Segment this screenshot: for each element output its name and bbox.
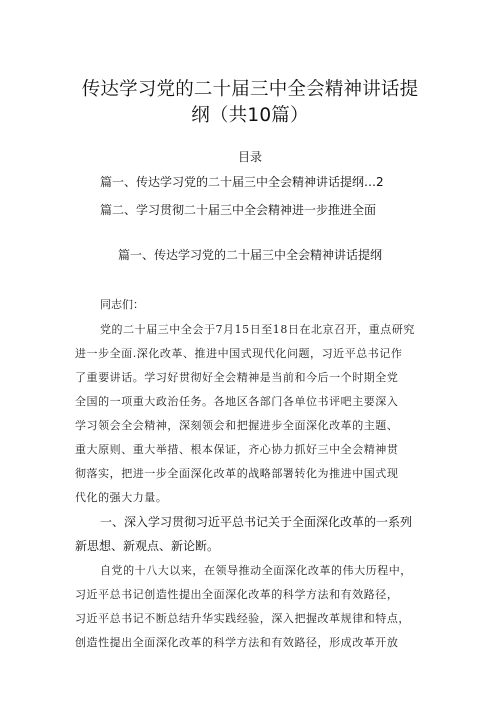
toc-item-label: 篇二、学习贯彻二十届三中全会精神进一步推进全面 bbox=[100, 203, 377, 217]
paragraph-line: 彻落实，把进一步全面深化改革的战略部署转化为推进中国式现 bbox=[75, 467, 399, 480]
paragraph-line: 党的二十届三中全会于7月15日至18日在北京召开，重点研究 bbox=[100, 323, 415, 336]
paragraph-line: 习近平总书记创造性提出全面深化改革的科学方法和有效路径， bbox=[75, 588, 399, 601]
section-title: 篇一、传达学习党的二十届三中全会精神讲话提纲 bbox=[117, 248, 382, 262]
paragraph-line: 进一步全面.深化改革、推进中国式现代化问题，习近平总书记作 bbox=[75, 347, 403, 360]
toc-heading: 目录 bbox=[237, 150, 262, 164]
paragraph-line: 自党的十八大以来，在领导推动全面深化改革的伟大历程中， bbox=[100, 564, 412, 577]
paragraph-line: 了重要讲话。学习好贯彻好全会精神是当前和今后一个时期全党 bbox=[75, 371, 399, 384]
paragraph-line: 全国的一项重大政治任务。各地区各部门各单位书评吧主要深入 bbox=[75, 395, 399, 408]
document-title-line1: 传达学习党的二十届三中全会精神讲话提 bbox=[81, 79, 419, 100]
section-heading-line: 一、深入学习贯彻习近平总书记关于全面深化改革的一系列 bbox=[100, 515, 413, 529]
greeting: 同志们： bbox=[100, 298, 144, 311]
paragraph-line: 代化的强大力量。 bbox=[75, 491, 168, 504]
paragraph-line: 重大原则、重大举措、根本保证，齐心协力抓好三中全会精神贯 bbox=[75, 443, 399, 456]
section-heading-line: 新思想、新观点、新论断。 bbox=[75, 539, 220, 553]
document-title bbox=[70, 77, 430, 129]
toc-item[interactable] bbox=[100, 173, 384, 190]
paragraph-line: 学习领会全会精神，深刻领会和把握进步全面深化改革的主题、 bbox=[75, 419, 399, 432]
toc-item-page: 2 bbox=[376, 175, 384, 189]
document-title-line2: 纲（共10篇） bbox=[191, 105, 309, 126]
toc-item[interactable] bbox=[100, 201, 376, 218]
toc-item-label: 篇一、传达学习党的二十届三中全会精神讲话提纲… bbox=[100, 175, 377, 189]
paragraph-line: 创造性提出全面深化改革的科学方法和有效路径，形成改革开放 bbox=[75, 636, 399, 649]
paragraph-line: 习近平总书记不断总结升华实践经验，深入把握改革规律和特点， bbox=[75, 612, 410, 625]
